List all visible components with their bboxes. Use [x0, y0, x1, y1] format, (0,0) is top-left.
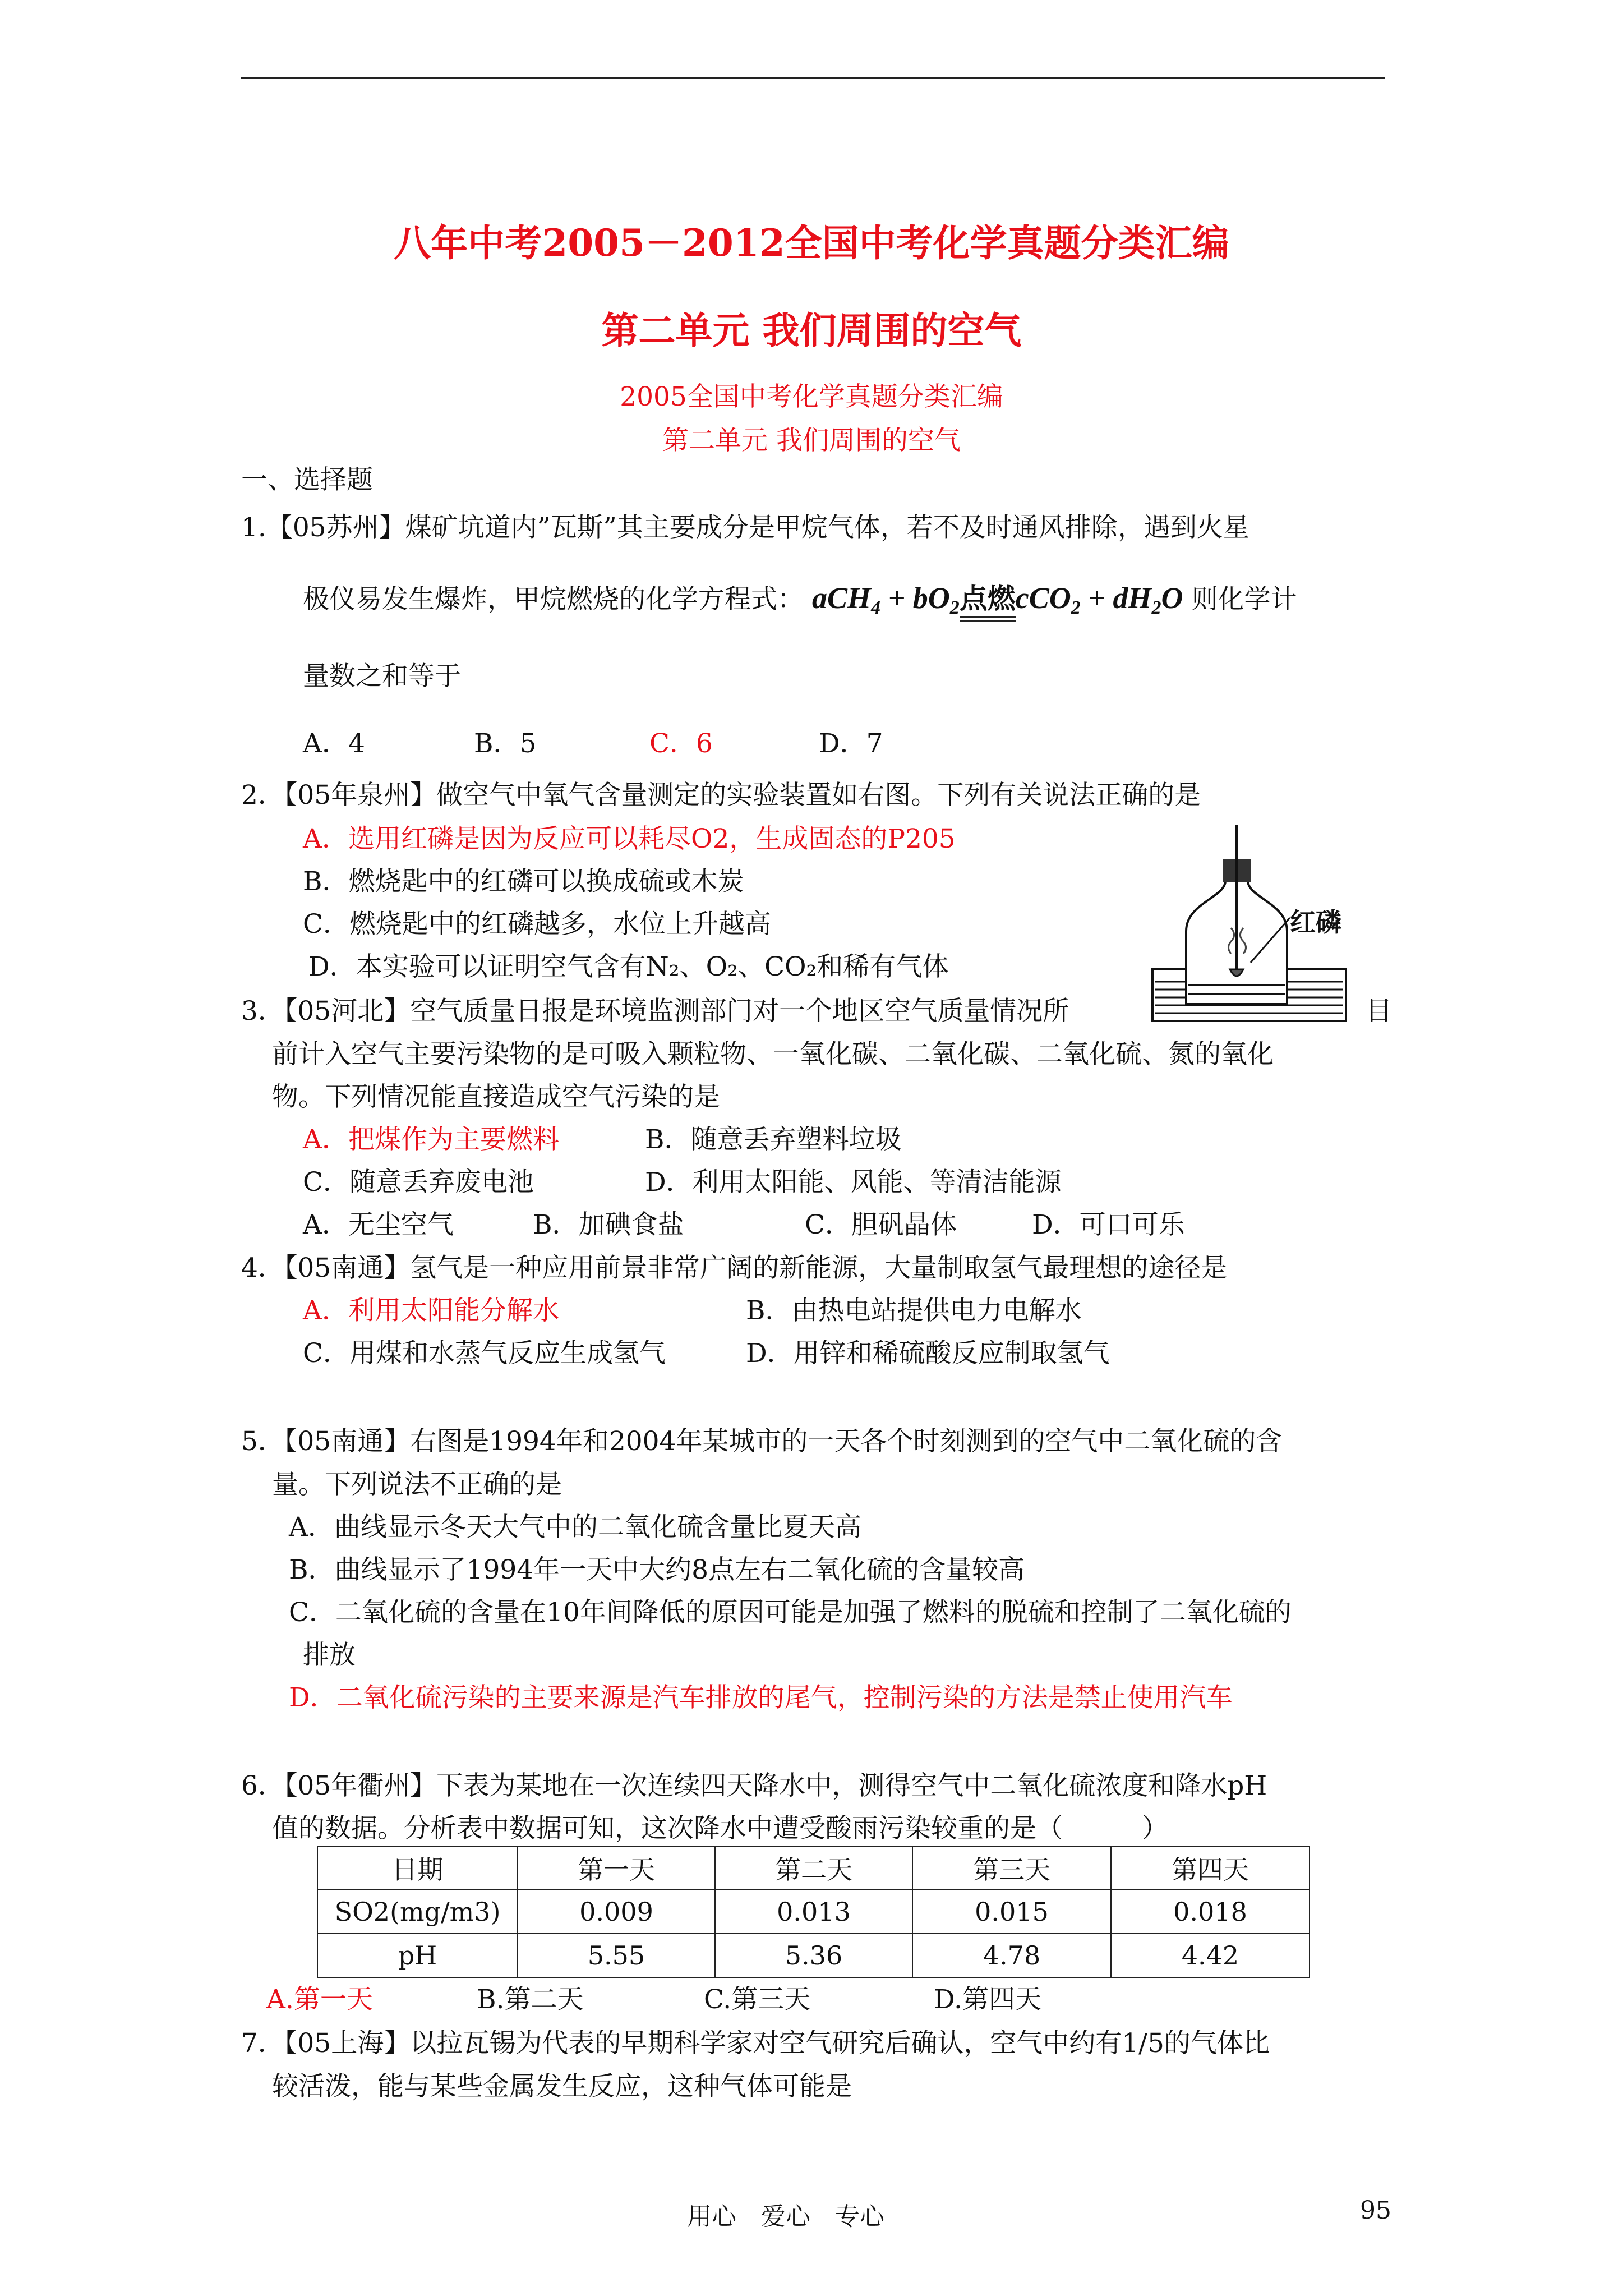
q5-option-a: A．曲线显示冬天大气中的二氧化硫含量比夏天高 — [289, 1512, 861, 1543]
main-title: 八年中考2005－2012全国中考化学真题分类汇编 — [394, 221, 1229, 265]
table-header-cell: 第一天 — [518, 1846, 715, 1890]
table-header-cell: 第二天 — [715, 1846, 912, 1890]
combustion-equation: $aCH_4 + bO_2$点燃$cCO_2 + dH_2O$ — [811, 581, 1183, 618]
q2-stem: 2．【05年泉州】做空气中氧气含量测定的实验装置如右图。下列有关说法正确的是 — [241, 780, 1201, 811]
q3-extra-b: B．加碘食盐 — [533, 1209, 684, 1240]
q7-line2: 较活泼，能与某些金属发生反应，这种气体可能是 — [272, 2071, 852, 2102]
q6-line1: 6．【05年衢州】下表为某地在一次连续四天降水中，测得空气中二氧化硫浓度和降水pH — [241, 1770, 1267, 1801]
q2-option-d: D．本实验可以证明空气含有N₂、O₂、CO₂和稀有气体 — [308, 951, 949, 982]
q3-option-a-answer: A．把煤作为主要燃料 — [303, 1124, 559, 1155]
table-row-ph — [317, 1934, 1310, 1977]
q1-option-a: A．4 — [303, 728, 365, 759]
q1-option-b: B．5 — [474, 728, 537, 759]
q6-option-b: B.第二天 — [477, 1984, 584, 2015]
q3-line3: 物。下列情况能直接造成空气污染的是 — [272, 1082, 720, 1112]
table-row-so2 — [317, 1890, 1310, 1934]
table-row-label: SO2(mg/m3) — [317, 1890, 518, 1934]
q2-option-b: B．燃烧匙中的红磷可以换成硫或木炭 — [303, 866, 744, 897]
q5-option-c-line1: C．二氧化硫的含量在10年间降低的原因可能是加强了燃料的脱硫和控制了二氧化硫的 — [289, 1597, 1292, 1628]
table-cell: 0.009 — [518, 1890, 715, 1934]
q6-option-c: C.第三天 — [704, 1984, 811, 2015]
section-heading: 一、选择题 — [241, 464, 373, 495]
table-cell: 5.55 — [518, 1934, 715, 1977]
q5-line1: 5．【05南通】右图是1994年和2004年某城市的一天各个时刻测到的空气中二氧化硫的含 — [241, 1426, 1283, 1457]
table-cell: 0.013 — [715, 1890, 912, 1934]
q4-option-c: C．用煤和水蒸气反应生成氢气 — [303, 1338, 666, 1369]
table-cell: 4.42 — [1111, 1934, 1310, 1977]
q3-line1-tail: 目 — [1366, 996, 1392, 1027]
q2-option-c: C．燃烧匙中的红磷越多，水位上升越高 — [303, 909, 771, 940]
q6-option-a-answer: A.第一天 — [266, 1984, 373, 2015]
q3-extra-c: C．胆矾晶体 — [805, 1209, 957, 1240]
reaction-condition: 点燃 — [959, 582, 1016, 615]
q1-line2-suffix: 则化学计 — [1191, 584, 1297, 615]
q1-line2 — [303, 581, 1297, 625]
q3-extra-d: D．可口可乐 — [1032, 1209, 1185, 1240]
q5-option-b: B．曲线显示了1994年一天中大约8点左右二氧化硫的含量较高 — [289, 1554, 1025, 1585]
unit-title: 第二单元 我们周围的空气 — [601, 309, 1022, 352]
figure-label-red-phosphorus: 红磷 — [1290, 907, 1341, 937]
table-header-cell: 日期 — [317, 1846, 518, 1890]
q3-option-d: D．利用太阳能、风能、等清洁能源 — [645, 1167, 1062, 1198]
q3-option-b: B．随意丢弃塑料垃圾 — [645, 1124, 902, 1155]
q3-option-c: C．随意丢弃废电池 — [303, 1167, 534, 1198]
table-header-cell: 第三天 — [912, 1846, 1111, 1890]
table-header-row — [317, 1846, 1310, 1890]
q2-option-a-answer: A．选用红磷是因为反应可以耗尽O2，生成固态的P205 — [303, 823, 956, 854]
table-cell: 4.78 — [912, 1934, 1111, 1977]
q1-line2-prefix: 极仪易发生爆炸，甲烷燃烧的化学方程式： — [303, 584, 804, 615]
q6-option-d: D.第四天 — [934, 1984, 1041, 2015]
table-row-label: pH — [317, 1934, 518, 1977]
q1-option-d: D．7 — [819, 728, 883, 759]
q3-line1: 3．【05河北】空气质量日报是环境监测部门对一个地区空气质量情况所 — [241, 996, 1069, 1027]
q3-extra-a: A．无尘空气 — [303, 1209, 454, 1240]
q5-option-d-answer: D．二氧化硫污染的主要来源是汽车排放的尾气，控制污染的方法是禁止使用汽车 — [289, 1682, 1233, 1713]
table-cell: 0.018 — [1111, 1890, 1310, 1934]
so2-ph-data-table — [317, 1846, 1310, 1978]
table-header-cell: 第四天 — [1111, 1846, 1310, 1890]
q6-line2: 值的数据。分析表中数据可知，这次降水中遭受酸雨污染较重的是（ ） — [272, 1813, 1168, 1844]
red-phosphorus-apparatus-figure — [1147, 819, 1377, 1027]
subtitle-year: 2005全国中考化学真题分类汇编 — [620, 381, 1003, 412]
q4-stem: 4．【05南通】氢气是一种应用前景非常广阔的新能源，大量制取氢气最理想的途径是 — [241, 1253, 1228, 1283]
table-cell: 5.36 — [715, 1934, 912, 1977]
q4-option-a-answer: A．利用太阳能分解水 — [303, 1295, 559, 1326]
q7-line1: 7．【05上海】以拉瓦锡为代表的早期科学家对空气研究后确认，空气中约有1/5的气体比 — [241, 2028, 1270, 2059]
q1-option-c-answer: C．6 — [649, 728, 713, 759]
q5-option-c-line2: 排放 — [303, 1640, 356, 1671]
subtitle-unit: 第二单元 我们周围的空气 — [662, 425, 961, 456]
q3-line2: 前计入空气主要污染物的是可吸入颗粒物、一氧化碳、二氧化碳、二氧化硫、氮的氧化 — [272, 1039, 1274, 1070]
table-cell: 0.015 — [912, 1890, 1111, 1934]
footer-motto: 用心 爱心 专心 — [687, 2202, 884, 2231]
q5-line2: 量。下列说法不正确的是 — [272, 1469, 562, 1500]
header-rule — [241, 77, 1385, 79]
q1-line1: 1.【05苏州】煤矿坑道内”瓦斯”其主要成分是甲烷气体，若不及时通风排除，遇到火星 — [241, 512, 1249, 543]
q4-option-b: B．由热电站提供电力电解水 — [746, 1295, 1082, 1326]
q1-line3: 量数之和等于 — [303, 661, 461, 692]
page-number: 95 — [1360, 2196, 1391, 2225]
q4-option-d: D．用锌和稀硫酸反应制取氢气 — [746, 1338, 1110, 1369]
